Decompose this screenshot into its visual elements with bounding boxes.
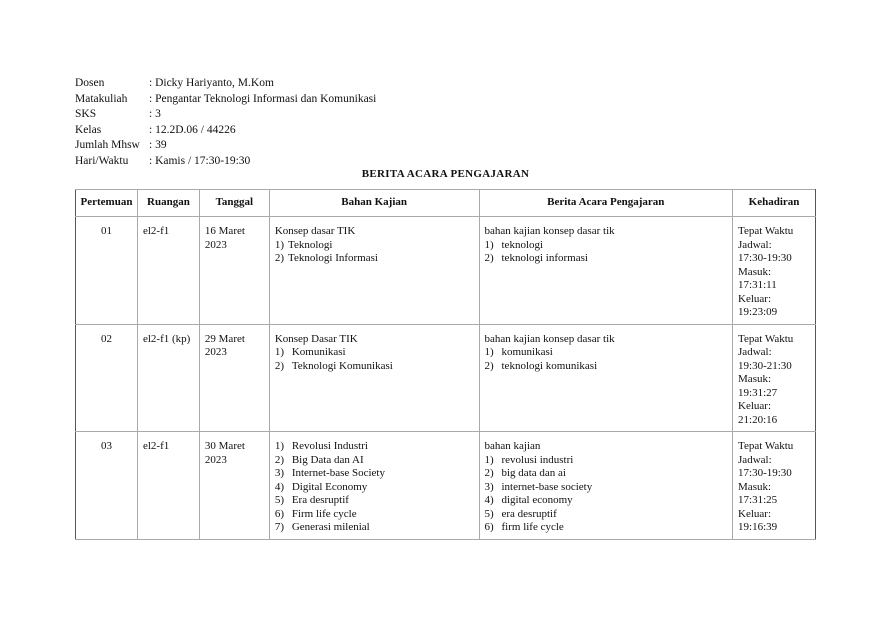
item-number: 2) (274, 453, 284, 466)
kehadiran-line: 19:23:09 (738, 306, 778, 318)
cell-tanggal (199, 432, 269, 540)
list-item (485, 481, 728, 495)
header-label: Matakuliah (75, 92, 128, 105)
item-text: Teknologi Informasi (288, 252, 378, 264)
item-text: teknologi informasi (501, 252, 588, 264)
kehadiran-line: Masuk: (738, 480, 772, 493)
list-item (275, 440, 474, 454)
bahan-title: Konsep Dasar TIK (274, 332, 358, 345)
item-text: Internet-base Society (291, 467, 385, 479)
header-row-matakuliah (75, 92, 376, 108)
item-text: firm life cycle (501, 521, 564, 533)
item-number: 4) (274, 480, 284, 493)
bahan-list (275, 239, 474, 266)
header-label: Hari/Waktu (75, 154, 129, 167)
item-number: 2) (484, 359, 494, 372)
berita-list (485, 239, 728, 266)
header-row-kelas (75, 123, 376, 139)
bahan-list (275, 440, 474, 535)
table-row (76, 324, 816, 432)
list-item (485, 346, 728, 360)
item-number: 2) (484, 467, 494, 479)
item-text: revolusi industri (501, 453, 574, 466)
item-text: Revolusi Industri (291, 440, 368, 452)
header-label: Kelas (75, 123, 102, 136)
item-number: 1) (484, 238, 494, 251)
item-number: 6) (274, 507, 284, 520)
cell-berita-acara (479, 432, 733, 540)
kehadiran-line: Keluar: (738, 400, 772, 412)
kehadiran-status: Tepat Waktu (738, 440, 794, 452)
item-text: Big Data dan AI (291, 453, 364, 466)
item-number: 5) (484, 507, 494, 520)
header-value: : Kamis / 17:30-19:30 (149, 154, 251, 167)
item-text: teknologi (501, 238, 544, 251)
header-row-sks (75, 107, 376, 123)
list-item (485, 454, 728, 468)
item-number: 1) (274, 238, 284, 251)
list-item (485, 239, 728, 253)
cell-ruangan: el2-f1 (kp) (137, 324, 199, 432)
item-number: 2) (484, 252, 494, 264)
tanggal-line: 16 Maret (204, 225, 245, 237)
kehadiran-line: Keluar: (738, 292, 772, 305)
cell-bahan-kajian (269, 217, 479, 325)
cell-berita-acara (479, 324, 733, 432)
header-value: : 3 (149, 108, 161, 120)
header-label: Dosen (75, 77, 105, 89)
header-value: : 39 (149, 139, 167, 151)
kehadiran-line: Masuk: (738, 265, 772, 278)
list-item (275, 481, 474, 495)
list-item (275, 239, 474, 253)
cell-tanggal (199, 217, 269, 325)
column-header-tanggal: Tanggal (199, 190, 269, 217)
item-text: big data dan ai (501, 467, 566, 479)
list-item (275, 360, 474, 374)
list-item (275, 346, 474, 360)
cell-pertemuan: 02 (76, 324, 138, 432)
kehadiran-status: Tepat Waktu (738, 332, 794, 345)
cell-bahan-kajian (269, 324, 479, 432)
berita-title: bahan kajian konsep dasar tik (484, 225, 615, 237)
table-row (76, 432, 816, 540)
item-text: era desruptif (501, 507, 557, 520)
item-number: 4) (484, 494, 494, 506)
header-value: : Pengantar Teknologi Informasi dan Komunikasi (149, 92, 377, 105)
list-item (485, 494, 728, 508)
list-item (275, 494, 474, 508)
item-number: 1) (274, 346, 284, 358)
item-number: 2) (274, 252, 284, 264)
list-item (485, 508, 728, 522)
table-header-row (76, 190, 816, 217)
list-item (275, 467, 474, 481)
bahan-title: Konsep dasar TIK (274, 225, 356, 237)
table-row (76, 217, 816, 325)
list-item (485, 252, 728, 266)
header-row-hari-waktu (75, 154, 376, 170)
item-text: Firm life cycle (291, 507, 357, 520)
cell-tanggal (199, 324, 269, 432)
tanggal-line: 29 Maret (204, 332, 245, 345)
column-header-ruangan: Ruangan (137, 190, 199, 217)
item-text: Teknologi Komunikasi (291, 359, 393, 372)
cell-ruangan: el2-f1 (137, 432, 199, 540)
kehadiran-line: 17:30-19:30 (738, 252, 792, 264)
item-number: 3) (274, 467, 284, 479)
header-label: SKS (75, 108, 97, 120)
column-header-pertemuan: Pertemuan (76, 190, 138, 217)
kehadiran-line: 21:20:16 (738, 413, 778, 426)
tanggal-line: 30 Maret (204, 440, 245, 452)
document-title: BERITA ACARA PENGAJARAN (361, 168, 530, 180)
item-text: Teknologi (288, 238, 333, 251)
item-text: Digital Economy (291, 480, 368, 493)
item-number: 1) (484, 453, 494, 466)
cell-kehadiran (733, 324, 816, 432)
kehadiran-line: Jadwal: (738, 238, 772, 251)
item-text: internet-base society (501, 480, 593, 493)
kehadiran-line: Jadwal: (738, 346, 772, 358)
item-text: komunikasi (501, 346, 553, 358)
list-item (485, 360, 728, 374)
list-item (275, 252, 474, 266)
tanggal-line: 2023 (204, 346, 227, 358)
list-item (275, 521, 474, 535)
header-row-jumlah-mhsw (75, 138, 376, 154)
cell-berita-acara (479, 217, 733, 325)
kehadiran-line: Keluar: (738, 507, 772, 520)
header-label: Jumlah Mhsw (75, 139, 140, 151)
bahan-list (275, 346, 474, 373)
tanggal-line: 2023 (204, 453, 227, 466)
column-header-berita-acara: Berita Acara Pengajaran (479, 190, 733, 217)
item-number: 7) (274, 521, 284, 533)
cell-pertemuan: 03 (76, 432, 138, 540)
list-item (275, 454, 474, 468)
item-text: Generasi milenial (291, 521, 370, 533)
kehadiran-line: Jadwal: (738, 453, 772, 466)
header-value: : 12.2D.06 / 44226 (149, 123, 236, 136)
cell-pertemuan: 01 (76, 217, 138, 325)
header-row-dosen (75, 76, 376, 92)
kehadiran-status: Tepat Waktu (738, 225, 794, 237)
cell-kehadiran (733, 432, 816, 540)
item-number: 1) (274, 440, 284, 452)
cell-bahan-kajian (269, 432, 479, 540)
kehadiran-line: Masuk: (738, 373, 772, 385)
berita-title: bahan kajian (484, 440, 541, 452)
item-text: teknologi komunikasi (501, 359, 598, 372)
column-header-bahan-kajian: Bahan Kajian (269, 190, 479, 217)
item-number: 5) (274, 494, 284, 506)
column-header-kehadiran: Kehadiran (733, 190, 816, 217)
item-number: 3) (484, 480, 494, 493)
tanggal-line: 2023 (204, 238, 227, 251)
course-info-header (75, 76, 376, 169)
header-value: : Dicky Hariyanto, M.Kom (149, 77, 274, 89)
item-number: 6) (484, 521, 494, 533)
berita-list (485, 346, 728, 373)
item-text: Komunikasi (291, 346, 346, 358)
kehadiran-line: 17:31:25 (738, 494, 778, 506)
item-text: Era desruptif (291, 494, 349, 506)
kehadiran-line: 19:16:39 (738, 521, 778, 533)
teaching-record-table (75, 189, 816, 540)
list-item (275, 508, 474, 522)
kehadiran-line: 19:30-21:30 (738, 359, 792, 372)
cell-kehadiran (733, 217, 816, 325)
item-number: 2) (274, 359, 284, 372)
item-number: 1) (484, 346, 494, 358)
kehadiran-line: 17:31:11 (738, 279, 777, 291)
list-item (485, 521, 728, 535)
kehadiran-line: 19:31:27 (738, 386, 778, 399)
list-item (485, 467, 728, 481)
berita-list (485, 454, 728, 535)
berita-title: bahan kajian konsep dasar tik (484, 332, 615, 345)
cell-ruangan: el2-f1 (137, 217, 199, 325)
kehadiran-line: 17:30-19:30 (738, 467, 792, 479)
item-text: digital economy (501, 494, 573, 506)
